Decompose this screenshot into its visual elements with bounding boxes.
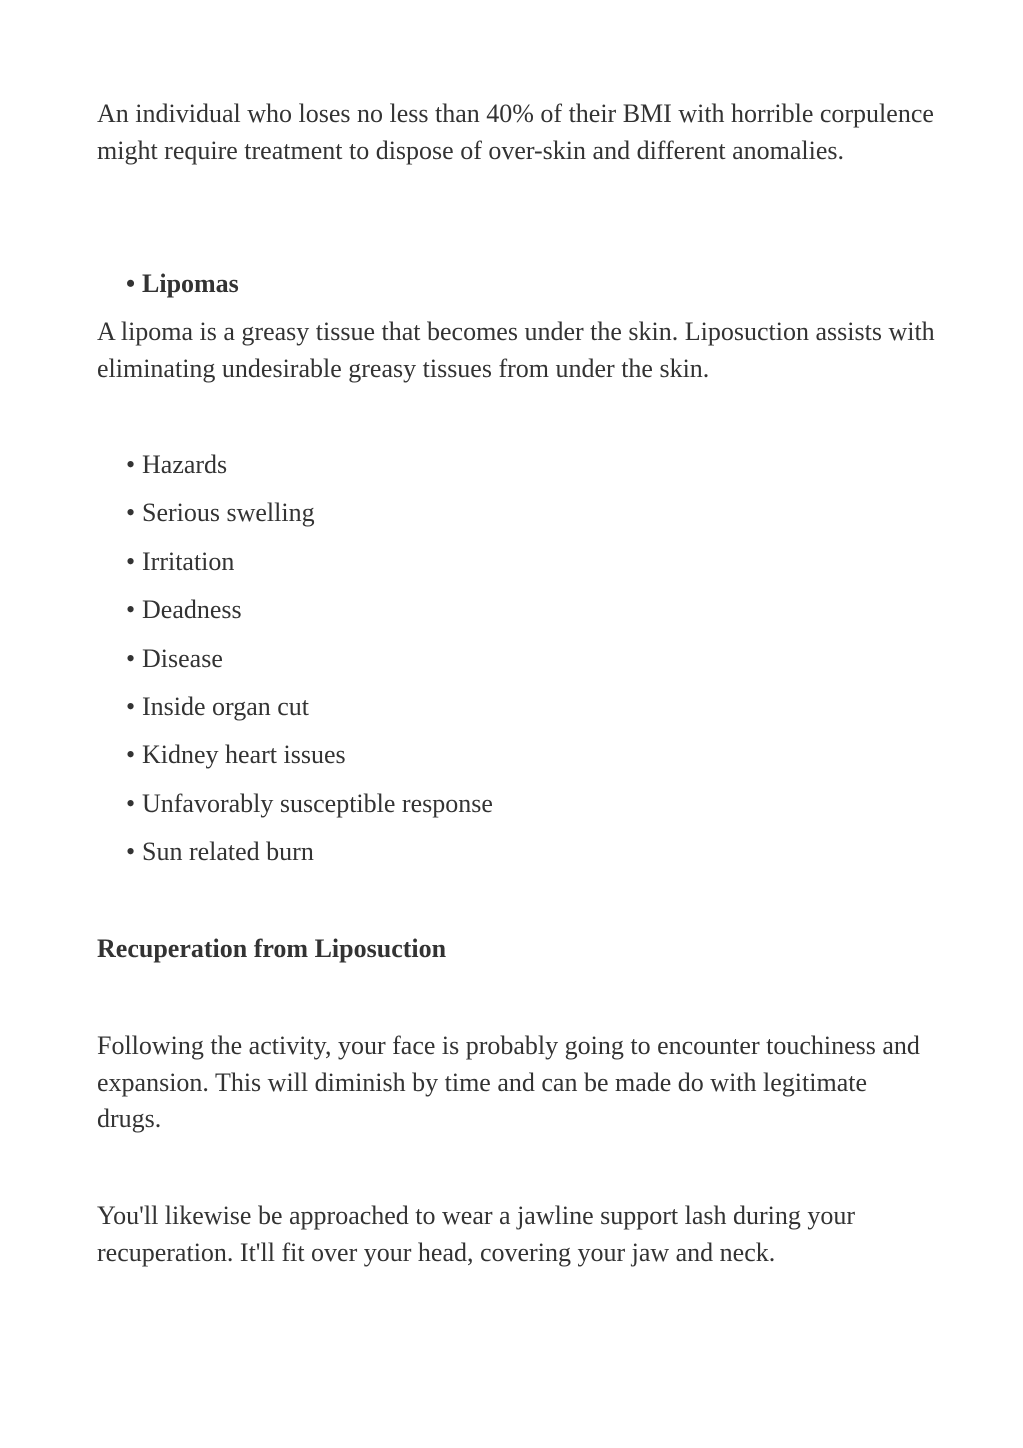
- lipomas-bullet-heading: [126, 266, 239, 302]
- list-item: [126, 834, 314, 870]
- list-item: [126, 447, 227, 483]
- list-item: [126, 495, 315, 531]
- bullet-icon: •: [126, 740, 136, 769]
- list-item-label: Inside organ cut: [142, 692, 310, 721]
- list-item: [126, 786, 493, 822]
- lipomas-title: Lipomas: [142, 269, 239, 298]
- recuperation-paragraph-2: You'll likewise be approached to wear a jawline support lash during your recuperation. It'll fit over your head, covering your jaw and neck.: [97, 1201, 856, 1267]
- bullet-icon: •: [126, 498, 136, 527]
- recuperation-paragraph-1: Following the activity, your face is probably going to encounter touchiness and expansion. This will diminish by time and can be made do with legitimate drugs.: [97, 1031, 920, 1133]
- list-item-label: Deadness: [142, 595, 242, 624]
- list-item-label: Unfavorably susceptible response: [142, 789, 493, 818]
- bullet-icon: •: [126, 837, 136, 866]
- list-item: [126, 544, 234, 580]
- list-item-label: Irritation: [142, 547, 235, 576]
- bullet-icon: •: [126, 269, 136, 298]
- list-item-label: Sun related burn: [142, 837, 314, 866]
- list-item: [126, 592, 242, 628]
- list-item-label: Kidney heart issues: [142, 740, 346, 769]
- bullet-icon: •: [126, 644, 136, 673]
- list-item-label: Disease: [142, 644, 223, 673]
- list-item: [126, 641, 223, 677]
- bullet-icon: •: [126, 595, 136, 624]
- bullet-icon: •: [126, 547, 136, 576]
- bullet-icon: •: [126, 692, 136, 721]
- lipomas-paragraph: A lipoma is a greasy tissue that becomes under the skin. Liposuction assists with eliminating undesirable greasy tissues from under the skin.: [97, 317, 935, 383]
- list-item: [126, 737, 346, 773]
- list-item-label: Hazards: [142, 450, 228, 479]
- bullet-icon: •: [126, 450, 136, 479]
- list-item-label: Serious swelling: [142, 498, 315, 527]
- list-item: [126, 689, 309, 725]
- recuperation-heading: Recuperation from Liposuction: [97, 934, 447, 963]
- intro-paragraph: An individual who loses no less than 40% of their BMI with horrible corpulence might require treatment to dispose of over-skin and different anomalies.: [97, 99, 934, 165]
- bullet-icon: •: [126, 789, 136, 818]
